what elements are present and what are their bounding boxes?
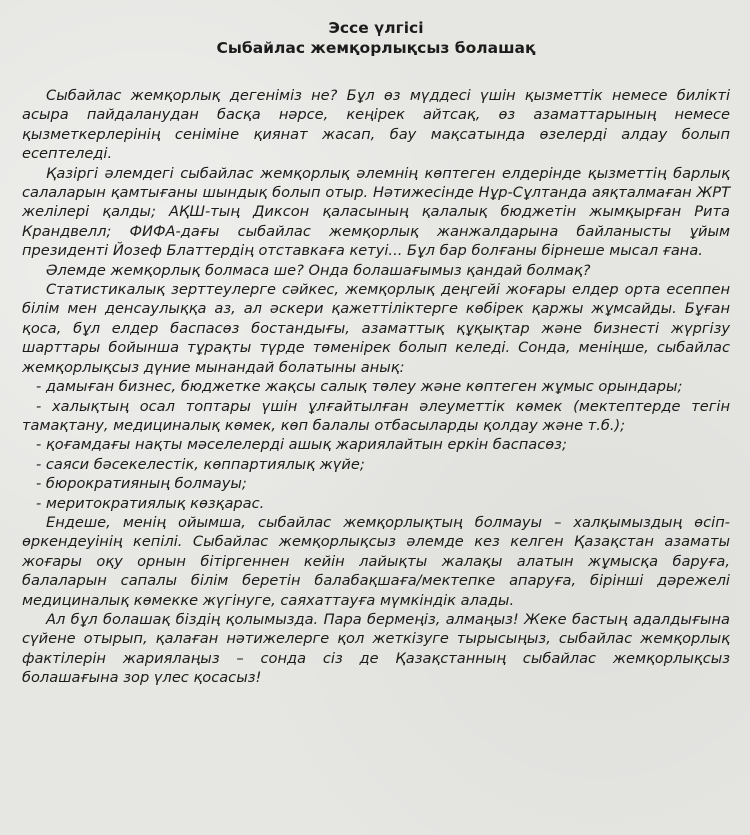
list-item: - бюрократияның болмауы; (36, 475, 247, 493)
paragraph-conclusion: Ендеше, менің ойымша, сыбайлас жемқорлықтың болмауы – халқымыздың өсіп-өркендеуінің кепілі. Сыбайлас жемқорлықсыз әлемде кез келген Қазақстан азаматы жоғары оқу орнын бітіргеннен кейін лайықты жалақы алатын жұмысқа баруға, балаларын сапалы білім беретін балабақшаға/мектепке апаруға, бірінші дәрежелі медициналық көмекке жүгінуге, саяхаттауға мүмкіндік алады. (22, 513, 730, 609)
essay-body (22, 86, 730, 688)
paragraph-definition: Сыбайлас жемқорлық дегеніміз не? Бұл өз мүддесі үшін қызметтік немесе билікті асыра пайдаланудан басқа нәрсе, кеңірек айтсақ, өз азаматтарының немесе қызметкерлерінің сеніміне қиянат жасап, бау мақсатында өзелерді алдау болып есептеледі. (22, 87, 730, 163)
benefits-list (22, 377, 730, 513)
document-title: Эссе үлгісі (328, 19, 424, 37)
paragraph-call-to-action: Ал бұл болашақ біздің қолымызда. Пара бермеңіз, алмаңыз! Жеке бастың адалдығына сүйене отырып, қалаған нәтижелерге қол жеткізуге тырысыңыз, сыбайлас жемқорлық фактілерін жариялаңыз – сонда сіз де Қазақстанның сыбайлас жемқорлықсыз болашағына зор үлес қосасыз! (22, 610, 730, 687)
list-item: - саяси бәсекелестік, көппартиялық жүйе; (36, 455, 365, 473)
list-item: - қоғамдағы нақты мәселелерді ашық жариялайтын еркін баспасөз; (36, 436, 567, 454)
document-subtitle: Сыбайлас жемқорлықсыз болашақ (216, 39, 536, 57)
paragraph-statistics: Статистикалық зерттеулерге сәйкес, жемқорлық деңгейі жоғары елдер орта есеппен білім мен денсаулыққа аз, ал әскери қажеттіліктерге көбірек қаржы жұмсайды. Бұған қоса, бұл елдер баспасөз бостандығы, азаматтық құқықтар және бизнесті жүргізу шарттары бойынша тұрақты түрде төменірек болып келеді. Сонда, меніңше, сыбайлас жемқорлықсыз дүние мынандай болатыны анық: (22, 281, 730, 376)
list-item: - меритократиялық көзқарас. (36, 494, 265, 512)
list-item: - дамыған бизнес, бюджетке жақсы салық төлеу және көптеген жұмыс орындары; (36, 378, 683, 396)
list-item: - халықтың осал топтары үшін ұлғайтылған әлеуметтік көмек (мектептерде тегін тамақтану, медициналық көмек, көп балалы отбасыларды қолдау және т.б.); (22, 397, 730, 434)
paragraph-examples: Қазіргі әлемдегі сыбайлас жемқорлық әлемнің көптеген елдерінде қызметтің барлық салаларын қамтығаны шындық болып отыр. Нәтижесінде Нұр-Сұлтанда аяқталмаған ЖРТ желілері қалды; АҚШ-тың Диксон қаласының қалалық бюджетін жымқырған Рита Крандвелл; ФИФА-дағы сыбайлас жемқорлық жанжалдарына байланысты ұйым президенті Йозеф Блаттердің отставкаға кетуі... Бұл бар болғаны бірнеше мысал ғана. (22, 164, 730, 260)
paragraph-question: Әлемде жемқорлық болмаса ше? Онда болашағымыз қандай болмақ? (46, 261, 591, 279)
